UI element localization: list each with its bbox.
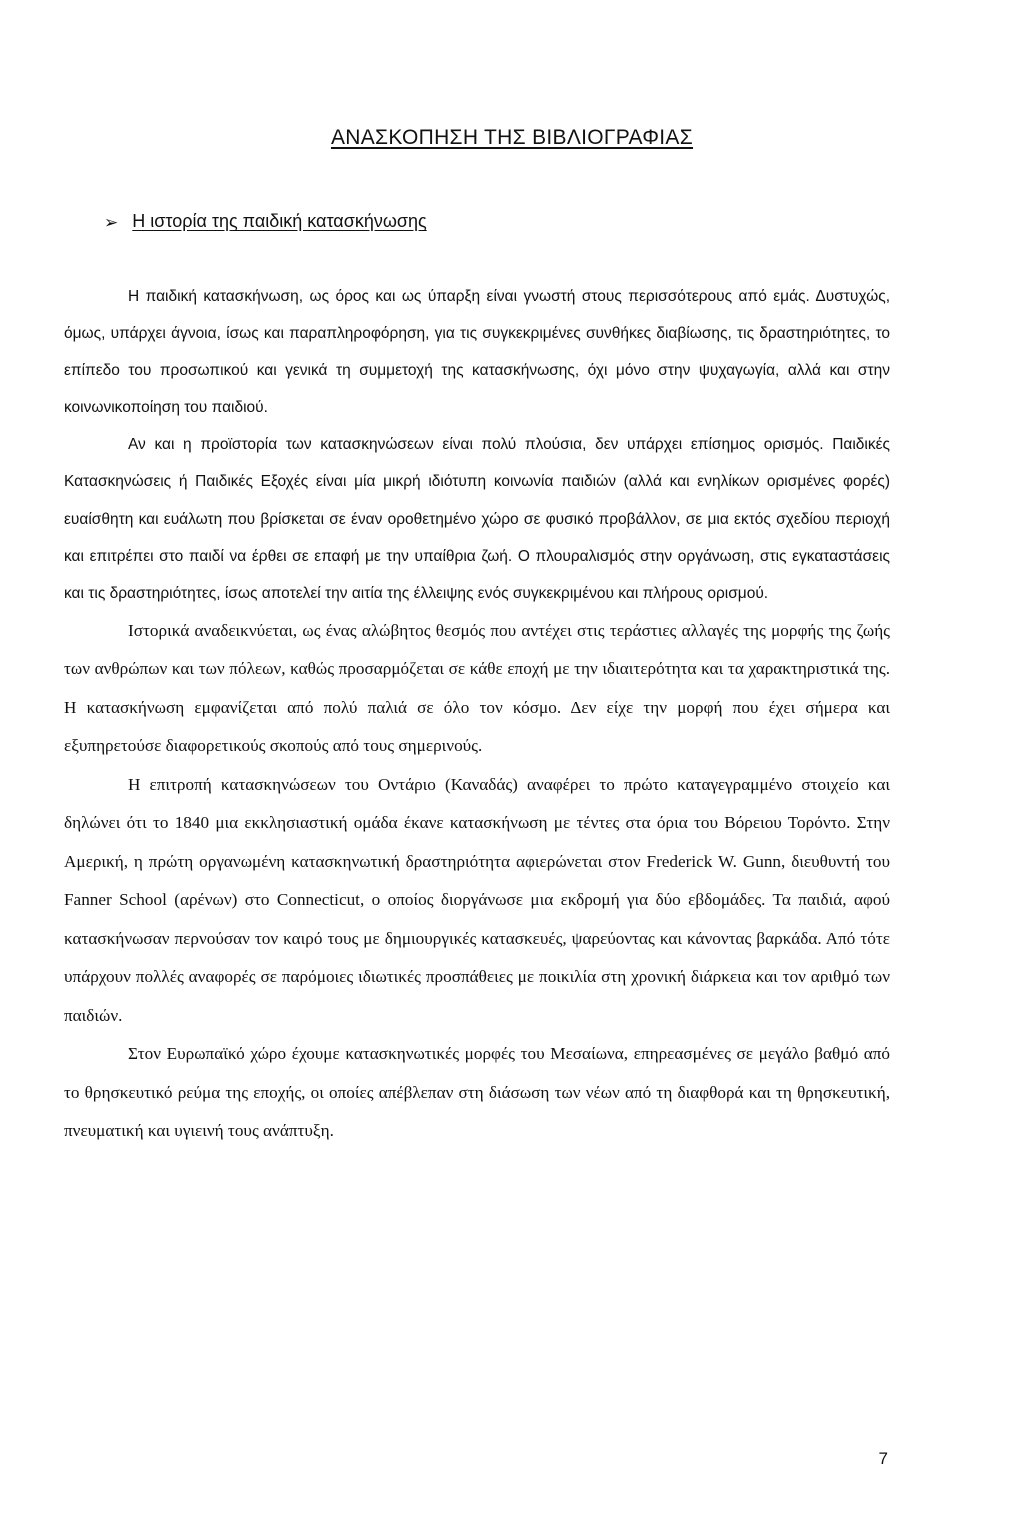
paragraph-definition: Αν και η προϊστορία των κατασκηνώσεων είναι πολύ πλούσια, δεν υπάρχει επίσημος ορισμός. Παιδικές Κατασκηνώσεις ή Παιδικές Εξοχές είναι μία μικρή ιδιότυπη κοινωνία παιδιών (αλλά και ενηλίκων ορισμένες φορές) ευαίσθητη και ευάλωτη που βρίσκεται σε έναν οροθετημένο χώρο σε φυσικό προβάλλον, σε μια εκτός σχεδίου περιοχή και επιτρέπει στο παιδί να έρθει σε επαφή με την υπαίθρια ζωή. Ο πλουραλισμός στην οργάνωση, στις εγκαταστάσεις και τις δραστηριότητες, ίσως αποτελεί την αιτία της έλλειψης ενός συγκεκριμένου και πλήρους ορισμού. [64,436,890,602]
section-heading [104,211,427,232]
page-title: ΑΝΑΣΚΟΠΗΣΗ ΤΗΣ ΒΙΒΛΙΟΓΡΑΦΙΑΣ [330,126,694,149]
body-text [64,278,890,1151]
paragraph-history: Ιστορικά αναδεικνύεται, ως ένας αλώβητος θεσμός που αντέχει στις τεράστιες αλλαγές της μορφής της ζωής των ανθρώπων και των πόλεων, καθώς προσαρμόζεται σε κάθε εποχή με την ιδιαιτερότητα και τα χαρακτηριστικά της. Η κατασκήνωση εμφανίζεται από πολύ παλιά σε όλο τον κόσμο. Δεν είχε την μορφή που έχει σήμερα και εξυπηρετούσε διαφορετικούς σκοπούς από τους σημερινούς. [64,620,890,756]
paragraph-europe: Στον Ευρωπαϊκό χώρο έχουμε κατασκηνωτικές μορφές του Μεσαίωνα, επηρεασμένες σε μεγάλο βαθμό από το θρησκευτικό ρεύμα της εποχής, οι οποίες απέβλεπαν στη διάσωση των νέων από τη διαφθορά και τη θρησκευτική, πνευματική και υγιεινή τους ανάπτυξη. [64,1044,890,1141]
arrowhead-bullet-icon: ➢ [104,213,119,232]
section-heading-text: Η ιστορία της παιδική κατασκήνωσης [132,211,427,231]
paragraph-ontario: Η επιτροπή κατασκηνώσεων του Οντάριο (Καναδάς) αναφέρει το πρώτο καταγεγραμμένο στοιχείο και δηλώνει ότι το 1840 μια εκκλησιαστική ομάδα έκανε κατασκήνωση με τέντες στα όρια του Βόρειου Τορόντο. Στην Αμερική, η πρώτη οργανωμένη κατασκηνωτική δραστηριότητα αφιερώνεται στον Frederick W. Gunn, διευθυντή του Fanner School (αρένων) στο Connecticut, ο οποίος διοργάνωσε μια εκδρομή για δύο εβδομάδες. Τα παιδιά, αφού κατασκήνωσαν περνούσαν τον καιρό τους με δημιουργικές κατασκευές, ψαρεύοντας και κάνοντας βαρκάδα. Από τότε υπάρχουν πολλές αναφορές σε παρόμοιες ιδιωτικές προσπάθειες με ποικιλία στη χρονική διάρκεια και τον αριθμό των παιδιών. [64,774,890,1025]
paragraph-intro: Η παιδική κατασκήνωση, ως όρος και ως ύπαρξη είναι γνωστή στους περισσότερους από εμάς. Δυστυχώς, όμως, υπάρχει άγνοια, ίσως και παραπληροφόρηση, για τις συγκεκριμένες συνθήκες διαβίωσης, τις δραστηριότητες, το επίπεδο του προσωπικού και γενικά τη συμμετοχή της κατασκήνωσης, όχι μόνο στην ψυχαγωγία, αλλά και στην κοινωνικοποίηση του παιδιού. [64,288,890,417]
page-number: 7 [878,1449,888,1468]
